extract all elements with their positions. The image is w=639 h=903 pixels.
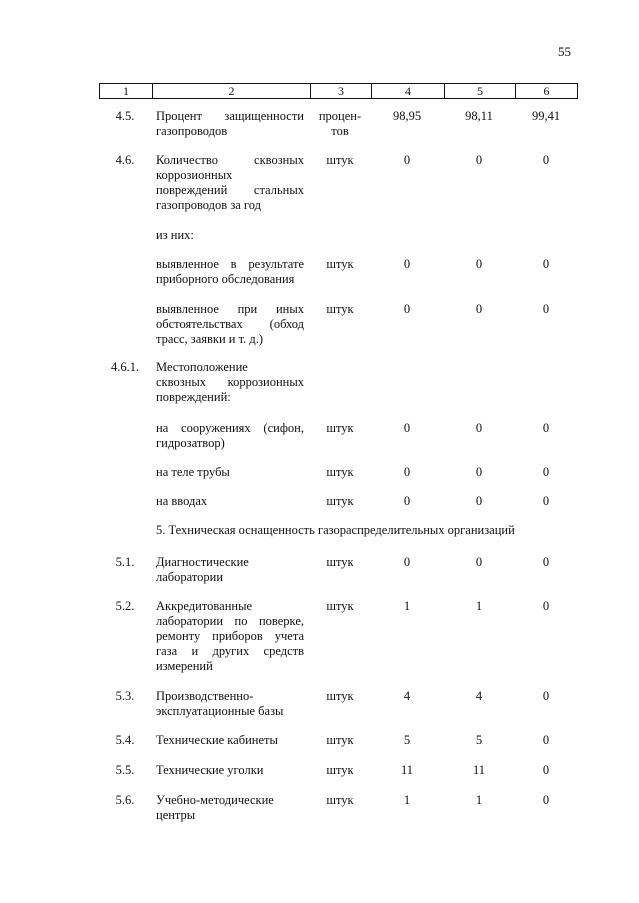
row-number: 5.5. xyxy=(115,763,135,777)
name-line: на сооружениях (сифон, xyxy=(156,421,304,435)
row-value-c5: 0 xyxy=(475,302,483,316)
name-line: трасс, заявки и т. д.) xyxy=(156,332,264,346)
header-cell: 6 xyxy=(543,84,550,98)
row-value-c4: 11 xyxy=(400,763,414,777)
row-value-c5: 98,11 xyxy=(465,109,493,123)
row-indicator-name xyxy=(156,494,304,509)
name-line: выявленное при иных xyxy=(156,302,304,316)
row-indicator-name xyxy=(156,153,304,213)
row-indicator-name xyxy=(156,465,304,480)
name-line: Местоположение xyxy=(156,360,248,374)
row-value-c5: 11 xyxy=(472,763,486,777)
row-value-c4: 0 xyxy=(403,153,411,167)
row-number: 4.5. xyxy=(115,109,135,123)
row-value-c5: 1 xyxy=(475,599,483,613)
row-number: 5.1. xyxy=(115,555,135,569)
row-value-c4: 4 xyxy=(403,689,411,703)
name-line: на вводах xyxy=(156,494,208,508)
row-number: 5.3. xyxy=(115,689,135,703)
unit-line: штук xyxy=(326,465,354,479)
name-line: из них: xyxy=(156,228,194,242)
row-value-c5: 0 xyxy=(475,421,483,435)
row-value-c5: 4 xyxy=(475,689,483,703)
row-value-c6: 99,41 xyxy=(531,109,561,123)
row-indicator-name xyxy=(156,689,304,719)
row-value-c6: 0 xyxy=(542,421,550,435)
name-line: приборного обследования xyxy=(156,272,295,286)
row-value-c4: 5 xyxy=(403,733,411,747)
name-line: на теле трубы xyxy=(156,465,230,479)
row-number: 4.6. xyxy=(115,153,135,167)
row-number: 5.6. xyxy=(115,793,135,807)
name-line: Технические уголки xyxy=(156,763,264,777)
name-line: Количество сквозных xyxy=(156,153,304,167)
row-value-c4: 0 xyxy=(403,555,411,569)
name-line: центры xyxy=(156,808,196,822)
row-indicator-name xyxy=(156,360,304,405)
name-line: выявленное в результате xyxy=(156,257,304,271)
row-value-c5: 0 xyxy=(475,153,483,167)
header-cell: 3 xyxy=(338,84,344,98)
row-unit xyxy=(310,153,370,168)
row-indicator-name xyxy=(156,733,304,748)
row-unit xyxy=(310,302,370,317)
unit-line: процен- xyxy=(318,109,362,123)
unit-line: штук xyxy=(326,257,354,271)
table-header xyxy=(99,83,578,99)
row-value-c4: 0 xyxy=(403,302,411,316)
unit-line: штук xyxy=(326,421,354,435)
row-unit xyxy=(310,494,370,509)
row-value-c5: 1 xyxy=(475,793,483,807)
row-value-c4: 1 xyxy=(403,793,411,807)
name-line: ремонту приборов учета xyxy=(156,629,304,643)
name-line: Производственно- xyxy=(156,689,254,703)
row-indicator-name xyxy=(156,763,304,778)
unit-line: штук xyxy=(326,494,354,508)
row-value-c5: 0 xyxy=(475,555,483,569)
page-number: 55 xyxy=(558,44,571,59)
name-line: газопроводов xyxy=(156,124,228,138)
unit-line: штук xyxy=(326,763,354,777)
unit-line: штук xyxy=(326,153,354,167)
row-unit xyxy=(310,733,370,748)
row-unit xyxy=(310,763,370,778)
name-line: обстоятельствах (обход xyxy=(156,317,304,331)
name-line: повреждений стальных xyxy=(156,183,304,197)
header-cell: 1 xyxy=(123,84,129,98)
row-value-c5: 0 xyxy=(475,257,483,271)
row-indicator-name xyxy=(156,555,304,585)
unit-line: штук xyxy=(326,555,354,569)
name-line: измерений xyxy=(156,659,213,673)
name-line: Аккредитованные xyxy=(156,599,253,613)
row-value-c5: 5 xyxy=(475,733,483,747)
row-value-c4: 1 xyxy=(403,599,411,613)
row-indicator-name xyxy=(156,302,304,347)
row-unit xyxy=(310,257,370,272)
row-number: 4.6.1. xyxy=(110,360,140,374)
name-line: коррозионных xyxy=(156,168,233,182)
row-value-c4: 0 xyxy=(403,421,411,435)
unit-line: тов xyxy=(331,124,349,138)
row-value-c6: 0 xyxy=(542,733,550,747)
row-indicator-name xyxy=(156,599,304,674)
row-value-c6: 0 xyxy=(542,793,550,807)
name-line: газа и других средств xyxy=(156,644,304,658)
unit-line: штук xyxy=(326,302,354,316)
name-line: повреждений: xyxy=(156,390,231,404)
row-unit xyxy=(310,555,370,570)
row-value-c6: 0 xyxy=(542,689,550,703)
row-unit xyxy=(310,599,370,614)
row-unit xyxy=(310,465,370,480)
row-unit xyxy=(310,109,370,139)
name-line: газопроводов за год xyxy=(156,198,261,212)
name-line: Процент защищенности xyxy=(156,109,304,123)
row-number: 5.2. xyxy=(115,599,135,613)
row-value-c4: 0 xyxy=(403,494,411,508)
row-value-c4: 0 xyxy=(403,257,411,271)
name-line: Учебно-методические xyxy=(156,793,274,807)
row-value-c6: 0 xyxy=(542,465,550,479)
name-line: гидрозатвор) xyxy=(156,436,225,450)
row-indicator-name xyxy=(156,257,304,287)
row-value-c6: 0 xyxy=(542,763,550,777)
unit-line: штук xyxy=(326,733,354,747)
row-number: 5.4. xyxy=(115,733,135,747)
name-line: лаборатории xyxy=(156,570,224,584)
row-value-c6: 0 xyxy=(542,555,550,569)
row-value-c4: 0 xyxy=(403,465,411,479)
header-cell: 5 xyxy=(477,84,483,98)
row-indicator-name xyxy=(156,793,304,823)
name-line: Технические кабинеты xyxy=(156,733,278,747)
row-value-c5: 0 xyxy=(475,465,483,479)
section-title: 5. Техническая оснащенность газораспределительных организаций xyxy=(156,523,515,537)
row-value-c5: 0 xyxy=(475,494,483,508)
row-value-c6: 0 xyxy=(542,257,550,271)
unit-line: штук xyxy=(326,689,354,703)
name-line: сквозных коррозионных xyxy=(156,375,304,389)
name-line: эксплуатационные базы xyxy=(156,704,284,718)
row-indicator-name xyxy=(156,421,304,451)
row-indicator-name xyxy=(156,109,304,139)
unit-line: штук xyxy=(326,599,354,613)
row-unit xyxy=(310,793,370,808)
row-value-c4: 98,95 xyxy=(392,109,422,123)
row-value-c6: 0 xyxy=(542,494,550,508)
header-cell: 2 xyxy=(228,84,235,98)
row-indicator-name xyxy=(156,228,304,243)
unit-line: штук xyxy=(326,793,354,807)
row-unit xyxy=(310,421,370,436)
header-cell: 4 xyxy=(405,84,411,98)
row-unit xyxy=(310,689,370,704)
name-line: Диагностические xyxy=(156,555,249,569)
row-value-c6: 0 xyxy=(542,599,550,613)
row-value-c6: 0 xyxy=(542,153,550,167)
name-line: лаборатории по поверке, xyxy=(156,614,304,628)
row-value-c6: 0 xyxy=(542,302,550,316)
